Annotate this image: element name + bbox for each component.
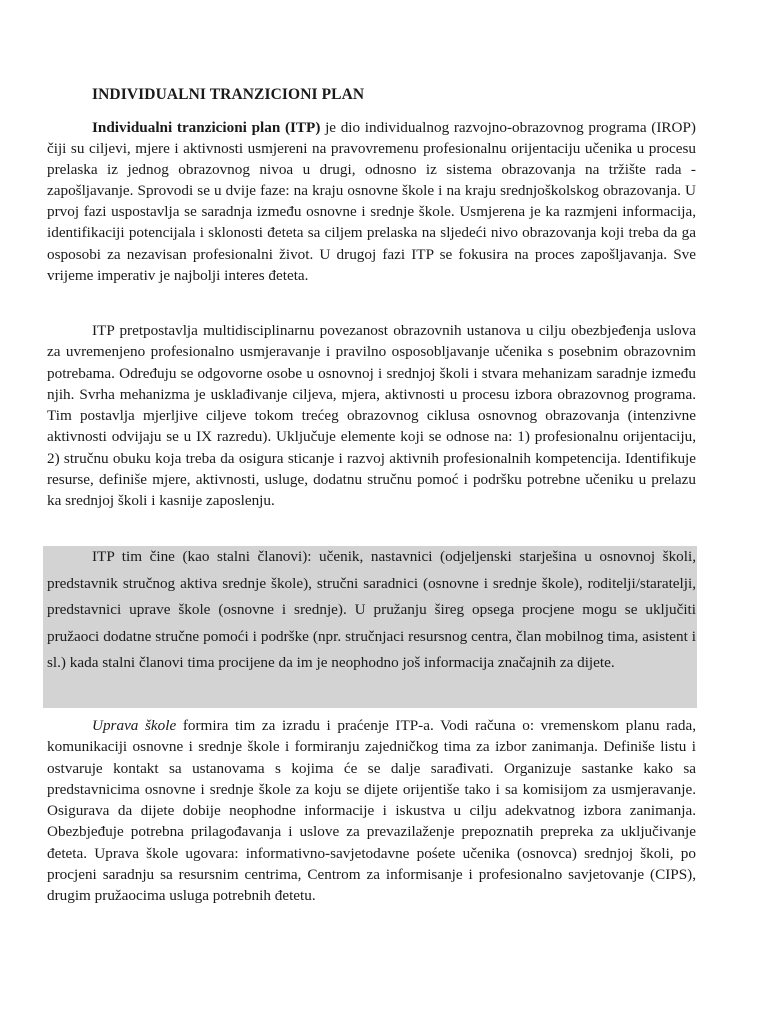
paragraph-school-administration bbox=[47, 715, 696, 907]
document-title: INDIVIDUALNI TRANZICIONI PLAN bbox=[92, 86, 365, 103]
paragraph-lead-italic: Uprava škole bbox=[92, 717, 177, 734]
paragraph-lead-bold: Individualni tranzicioni plan (ITP) bbox=[92, 119, 321, 136]
paragraph-body: je dio individualnog razvojno-obrazovnog programa (IROP) čiji su ciljevi, mjere i aktivnosti usmjereni na pravovremenu profesionalnu orijentaciju učenika u procesu prelaska iz jednog obrazovnog nivoa u drugi, odnosno iz sistema obrazovanja na tržište rada - zapošljavanje. Sprovodi se u dvije faze: na kraju osnovne škole i na kraju srednjoškolskog obrazovanja. U prvoj fazi uspostavlja se saradnja između osnovne i srednje škole. Usmjerena je ka razmjeni informacija, identifikaciji potencijala i sklonosti đeteta sa ciljem prelaska na sljedeći nivo obrazovanja koji treba da ga osposobi za nezavisan profesionalni život. U drugoj fazi ITP se fokusira na proces zapošljavanja. Sve vrijeme imperativ je najbolji interes đeteta. bbox=[47, 119, 696, 284]
paragraph-itp-definition bbox=[47, 117, 696, 286]
paragraph-itp-team: ITP tim čine (kao stalni članovi): učenik, nastavnici (odjeljenski starješina u osnovnoj školi, predstavnik stručnog aktiva srednje škole), stručni saradnici (osnovne i srednje škole), roditelji/staratelji, predstavnici uprave škole (osnovne i srednje). U pružanju šireg opsega procjene mogu se uključiti pružaoci dodatne stručne pomoći i podrške (npr. stručnjaci resursnog centra, član mobilnog tima, asistent i sl.) kada stalni članovi tima procijene da im je neophodno još informacija značajnih za dijete. bbox=[47, 548, 696, 672]
paragraph-itp-multidisciplinary: ITP pretpostavlja multidisciplinarnu povezanost obrazovnih ustanova u cilju obezbjeđenja uslova za uvremenjeno profesionalno usmjeravanje i pravilno osposobljavanje učenika s posebnim obrazovnim potrebama. Određuju se odgovorne osobe u osnovnoj i srednjoj školi i stvara mehanizam saradnje između njih. Svrha mehanizma je usklađivanje ciljeva, mjera, aktivnosti u procesu izbora obrazovnog programa. Tim postavlja mjerljive ciljeve tokom trećeg obrazovnog ciklusa osnovnog obrazovanja (intenzivne aktivnosti odvijaju se u IX razredu). Uključuje elemente koji se odnose na: 1) profesionalnu orijentaciju, 2) stručnu obuku koja treba da osigura sticanje i razvoj aktivnih profesionalnih kompetencija. Identifikuje resurse, definiše mjere, aktivnosti, usluge, dodatnu stručnu pomoć i podršku potrebne učeniku u prelazu ka srednjoj školi i kasnije zaposlenju. bbox=[47, 322, 696, 510]
paragraph-body: formira tim za izradu i praćenje ITP-a. Vodi računa o: vremenskom planu rada, komunikaciji osnovne i srednje škole i formiranju zajedničkog tima za izbor zanimanja. Definiše listu i ostvaruje kontakt sa ustanovama s kojima će se dalje sarađivati. Organizuje sastanke kako sa predstavnicima osnovne i srednje škole za koju se dijete orijentiše tako i sa komisijom za usmjeravanje. Osigurava da dijete dobije neophodne informacije i iskustva u cilju adekvatnog izbora zanimanja. Obezbjeđuje potrebna prilagođavanja i uslove za prevazilaženje prepoznatih prepreka za uključivanje đeteta. Uprava škole ugovara: informativno-savjetodavne pośete učenika (osnovca) srednjoj školi, po procjeni saradnju sa resursnim centrima, Centrom za informisanje i profesionalno savjetovanje (CIPS), drugim pružaocima usluga potrebnih đetetu. bbox=[47, 717, 697, 905]
